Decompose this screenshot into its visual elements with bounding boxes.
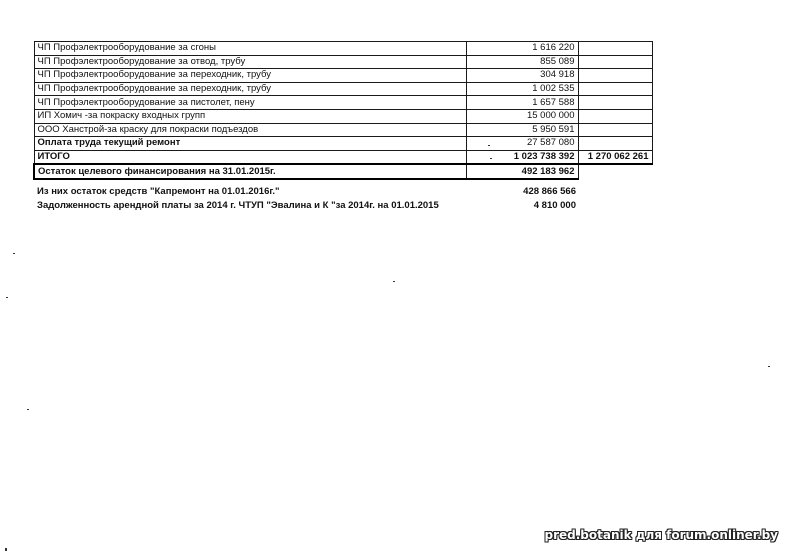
scan-speck [5,548,7,551]
grand-total-amount: 1 270 062 261 [578,150,652,164]
scan-speck [6,297,8,298]
scan-speck [768,366,770,367]
expense-table [33,41,653,180]
table-row [34,55,652,69]
table-row [34,69,652,83]
row-empty-cell [578,42,652,56]
row-description: ИП Хомич -за покраску входных групп [34,109,466,123]
row-empty-cell [578,123,652,137]
row-amount: 15 000 000 [466,109,578,123]
row-description: ЧП Профэлектрооборудование за переходник, трубу [34,82,466,96]
row-amount: 1 002 535 [466,82,578,96]
row-empty-cell [578,69,652,83]
scan-speck [13,253,15,254]
rent-debt-label: Задолженность арендной платы за 2014 г. ЧТУП "Эвалина и К "за 2014г. на 01.01.2015 [37,200,439,211]
row-description: ООО Ханстрой-за краску для покраски подъездов [34,123,466,137]
scan-speck [27,409,29,410]
balance-row [34,164,652,179]
table-row [34,123,652,137]
row-description: ЧП Профэлектрооборудование за переходник, трубу [34,69,466,83]
capital-repair-label: Из них остаток средств "Капремонт на 01.01.2016г." [37,186,280,197]
row-description: ЧП Профэлектрооборудование за отвод, трубу [34,55,466,69]
scan-speck [490,158,492,159]
scan-speck [393,281,395,282]
scan-speck [488,145,490,146]
balance-empty-cell [578,164,652,179]
row-empty-cell [578,96,652,110]
total-row [34,150,652,164]
row-description: Оплата труда текущий ремонт [34,137,466,151]
row-description: ЧП Профэлектрооборудование за пистолет, пену [34,96,466,110]
row-description: ЧП Профэлектрооборудование за сгоны [34,42,466,56]
rent-debt-amount: 4 810 000 [533,200,576,211]
total-amount: 1 023 738 392 [466,150,578,164]
row-empty-cell [578,55,652,69]
row-amount: 5 950 591 [466,123,578,137]
table-row [34,42,652,56]
row-amount: 304 918 [466,69,578,83]
row-amount: 1 657 588 [466,96,578,110]
row-empty-cell [578,82,652,96]
table-row [34,82,652,96]
watermark: pred.botanik для forum.onliner.by [544,528,778,542]
table-row [34,96,652,110]
capital-repair-amount: 428 866 566 [523,186,576,197]
table-row [34,109,652,123]
row-amount: 27 587 080 [466,137,578,151]
table-row-labor [34,137,652,151]
row-amount: 1 616 220 [466,42,578,56]
expense-rows [34,42,652,179]
row-amount: 855 089 [466,55,578,69]
balance-label: Остаток целевого финансирования на 31.01.2015г. [34,164,466,179]
total-label: ИТОГО [34,150,466,164]
row-empty-cell [578,109,652,123]
row-empty-cell [578,137,652,151]
balance-amount: 492 183 962 [466,164,578,179]
